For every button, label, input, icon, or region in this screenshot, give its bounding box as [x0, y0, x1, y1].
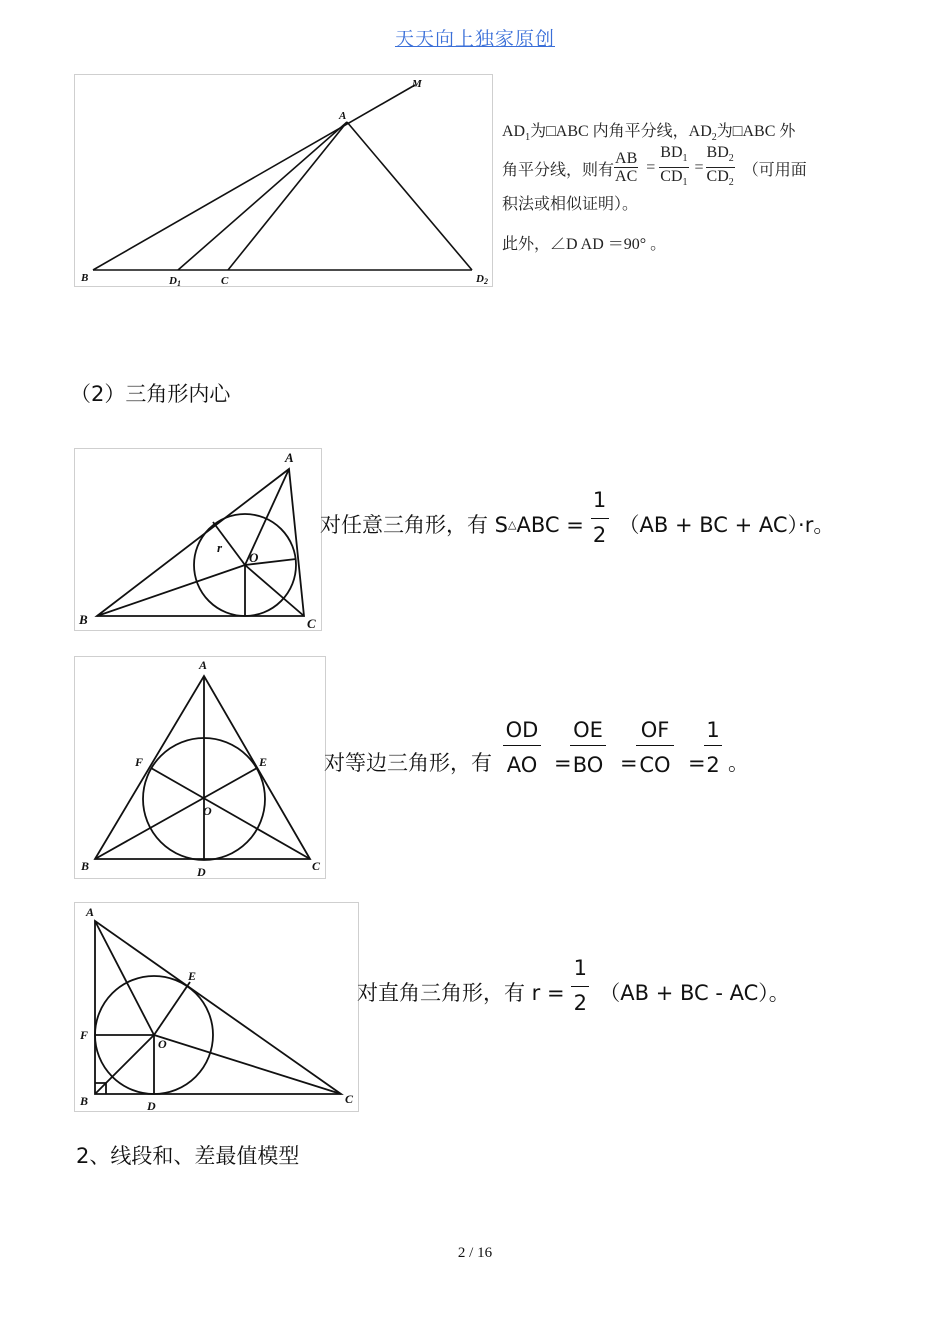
triangle-abc [95, 676, 310, 859]
fraction-bd1-cd1: $\frac{BD_1}{CD_1}$ [660, 143, 688, 189]
bisector-line-4: 此外，∠D AD ＝90° 。 [502, 236, 667, 253]
label-b: B [81, 859, 90, 873]
bisector-theorem-text [502, 118, 832, 258]
label-r: r [217, 540, 223, 555]
label-d: D [197, 865, 206, 878]
label-e: E [188, 969, 197, 983]
segment-o-c [154, 1035, 341, 1094]
bisector-line-3: 积法或相似证明）。 [502, 196, 639, 213]
label-c: C [221, 275, 229, 286]
fraction-one-half: $\frac{1}{2}$ [591, 488, 609, 552]
incircle-equilateral-diagram [75, 657, 325, 878]
triangle-abc [97, 469, 304, 616]
label-a: A [199, 658, 208, 672]
triangle-abc [95, 921, 341, 1094]
fraction-one-half: $\frac{1}{2}$ [571, 956, 589, 1020]
label-d2: D2 [476, 273, 488, 286]
figure-incircle-general [74, 448, 322, 631]
line-a-c [228, 122, 347, 270]
line-a-d1 [178, 122, 347, 270]
fraction-one-half: 1 2 [704, 718, 722, 777]
incircle-right-diagram [75, 903, 358, 1111]
segment-o-a [95, 921, 154, 1035]
fraction-bd2-cd2: $\frac{BD_2}{CD_2}$ [706, 143, 734, 189]
label-c: C [345, 1092, 354, 1106]
label-f: F [135, 755, 144, 769]
label-m: M [412, 78, 422, 90]
label-f: F [80, 1028, 89, 1042]
fraction-of-co: OF CO [636, 718, 674, 777]
section-heading-segment-model: 2、线段和、差最值模型 [76, 1144, 300, 1168]
figure-incircle-equilateral [74, 656, 326, 879]
label-o: O [203, 804, 212, 818]
page-header-title[interactable]: 天天向上独家原创 [394, 28, 555, 50]
label-e: E [259, 755, 268, 769]
figure-angle-bisector [74, 74, 493, 287]
page-number: 2 / 16 [457, 1245, 493, 1261]
fraction-ab-ac: $\frac{AB}{AC}$ [615, 150, 638, 185]
label-b: B [79, 612, 88, 627]
incircle-general-diagram [75, 449, 321, 630]
section-heading-incenter: （2）三角形内心 [70, 382, 231, 406]
fraction-oe-bo: OE BO [570, 718, 606, 777]
label-a: A [285, 450, 294, 465]
formula-equilateral-ratio: 对等边三角形，有 OD AO = OE BO = OF CO = 1 2 。 [324, 718, 749, 777]
label-o: O [158, 1037, 167, 1051]
label-b: B [80, 1094, 89, 1108]
angle-bisector-diagram [75, 75, 492, 286]
bisector-line-1: $AD_1$为□ABC 内角平分线，$AD_2$为□ABC 外 [502, 123, 796, 144]
segment-o-b [97, 565, 245, 616]
line-a-d2 [347, 122, 472, 270]
label-o: O [249, 550, 259, 565]
label-c: C [307, 616, 316, 630]
label-a: A [339, 110, 347, 122]
label-c: C [312, 859, 321, 873]
label-d1: D1 [169, 275, 181, 286]
label-a: A [86, 905, 95, 919]
formula-right-triangle-inradius: 对直角三角形，有 r = $\frac{1}{2}$ （AB + BC - AC）。 [357, 956, 790, 1020]
figure-incircle-right [74, 902, 359, 1112]
formula-general-triangle-area: 对任意三角形，有 S△ABC = $\frac{1}{2}$ （AB + BC + AC）·r。 [320, 488, 834, 552]
line-b-m [93, 85, 415, 270]
radius-o-e [154, 982, 190, 1035]
fraction-od-ao: OD AO [503, 718, 541, 777]
label-b: B [81, 272, 89, 284]
bisector-line-2: 角平分线，则有 $\frac{AB}{AC}$ = $\frac{BD_1}{CD_1}$ = $\frac{BD_2}{CD_2}$ （可用面 [502, 146, 832, 190]
label-d: D [147, 1099, 156, 1111]
